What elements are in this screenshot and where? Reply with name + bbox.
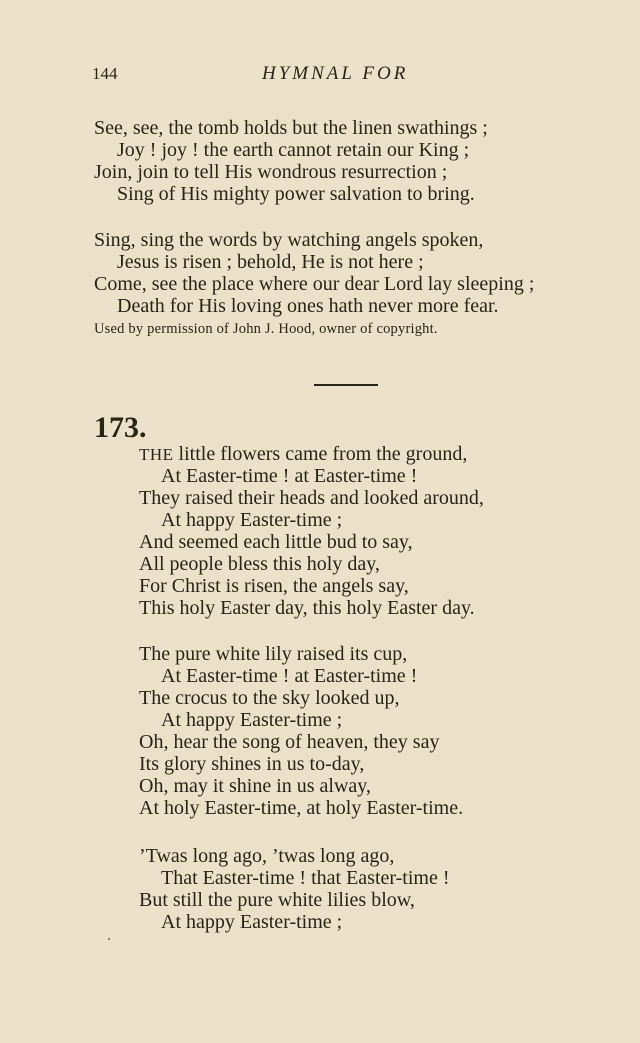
verse-line: At happy Easter-time ; [161,911,343,933]
verse-line: Oh, may it shine in us alway, [139,775,372,797]
verse-line: Sing of His mighty power salvation to bring. [117,183,475,205]
verse-line: Jesus is risen ; behold, He is not here ; [117,251,424,273]
page-number: 144 [92,64,118,83]
verse-line: Come, see the place where our dear Lord lay sleeping ; [94,273,535,295]
verse-line: Its glory shines in us to-day, [139,753,365,775]
verse-line: Join, join to tell His wondrous resurrection ; [94,161,448,183]
verse-line: See, see, the tomb holds but the linen swathings ; [94,117,488,139]
hymn-number: 173. [94,411,147,444]
verse-line: At holy Easter-time, at holy Easter-time. [139,797,464,819]
section-divider [314,384,378,386]
paper-speck [108,938,110,940]
verse-line: Death for His loving ones hath never more fear. [117,295,499,317]
verse-line: ’Twas long ago, ’twas long ago, [139,845,395,867]
verse-line: At Easter-time ! at Easter-time ! [161,465,418,487]
verse-line: Oh, hear the song of heaven, they say [139,731,440,753]
verse-line-first [139,443,467,466]
verse-line-rest: little flowers came from the ground, [173,443,468,465]
verse-line: But still the pure white lilies blow, [139,889,415,911]
verse-line: That Easter-time ! that Easter-time ! [161,867,450,889]
copyright-credit: Used by permission of John J. Hood, owner of copyright. [94,321,438,337]
verse-line: The crocus to the sky looked up, [139,687,400,709]
verse-line: At happy Easter-time ; [161,709,343,731]
verse-line: For Christ is risen, the angels say, [139,575,409,597]
verse-line: At Easter-time ! at Easter-time ! [161,665,418,687]
verse-line: All people bless this holy day, [139,553,380,575]
verse-line: Sing, sing the words by watching angels spoken, [94,229,484,251]
first-word: THE [139,445,174,464]
verse-line: Joy ! joy ! the earth cannot retain our King ; [117,139,470,161]
verse-line: At happy Easter-time ; [161,509,343,531]
verse-line: And seemed each little bud to say, [139,531,413,553]
verse-line: They raised their heads and looked around, [139,487,484,509]
verse-line: This holy Easter day, this holy Easter day. [139,597,475,619]
verse-line: The pure white lily raised its cup, [139,643,408,665]
running-head: HYMNAL FOR [262,63,409,84]
